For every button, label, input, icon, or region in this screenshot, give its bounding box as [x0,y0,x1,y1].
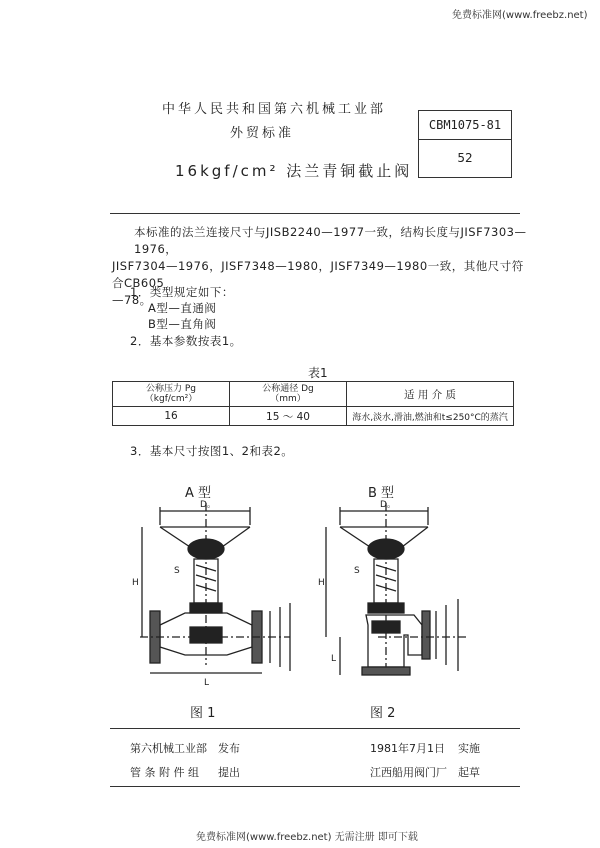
fig2-label-s: S [354,566,360,576]
standard-code-box [418,110,512,178]
fig2-label-d0: D。 [380,500,396,510]
document-title: 16kgf/cm² 法兰青铜截止阀 [175,162,413,180]
fig1-label-s: S [174,566,180,576]
section-3-title: 3．基本尺寸按图1、2和表2。 [130,444,294,458]
ministry-name: 中华人民共和国第六机械工业部 [162,102,387,117]
type-a-definition: A型—直通阀 [148,301,217,315]
figure-a-title: A 型 [185,486,212,501]
footer-date: 1981年7月1日 [370,742,445,755]
figure-2-drawing [318,495,478,695]
watermark-bottom: 免费标准网(www.freebz.net) 无需注册 即可下载 [196,832,418,843]
table-cell-medium: 海水,淡水,滑油,燃油和t≤250°C的蒸汽 [347,407,514,426]
footer-drafted-label: 起草 [458,766,480,779]
footer-effective-label: 实施 [458,742,480,755]
table-1 [112,381,514,426]
section-2-title: 2．基本参数按表1。 [130,334,242,348]
footer-proposed-label: 提出 [218,766,240,779]
table-cell-diameter: 15 ～ 40 [230,407,347,426]
fig2-label-h: H [318,578,325,588]
footer-drafter: 江西船用阀门厂 [370,766,447,779]
standard-number: 52 [457,151,473,165]
table-header-medium: 适 用 介 质 [347,382,514,407]
table-header-diameter: 公称通径 Dg （mm） [230,382,347,407]
fig1-label-d0: D。 [200,500,216,510]
fig2-label-l: L [331,654,337,664]
standard-code: CBM1075-81 [419,111,511,140]
intro-line: —78。 [112,293,152,307]
fig1-label-l: L [204,678,210,688]
intro-line: JISF7304—1976，JISF7348—1980，JISF7349—1980一致，其他尺寸符合CB605 [112,259,524,290]
footer-divider-bottom [110,786,520,787]
footer-dept: 管 条 附 件 组 [130,766,199,779]
figure-1-drawing [130,495,300,695]
intro-line: 本标准的法兰连接尺寸与JISB2240—1977一致，结构长度与JISF7303—1976， [134,225,527,256]
figure-b-title: B 型 [368,486,395,501]
table-header-row [113,382,514,407]
header-divider [110,213,520,214]
table-1-caption: 表1 [308,366,328,380]
standard-category: 外贸标准 [230,126,295,141]
footer-issuer: 第六机械工业部 [130,742,207,755]
footer-issued-label: 发布 [218,742,240,755]
table-cell-pressure: 16 [113,407,230,426]
footer-divider-top [110,728,520,729]
table-header-pressure: 公称压力 Pg （kgf/cm²） [113,382,230,407]
figure-2-caption: 图 2 [370,706,396,721]
watermark-top: 免费标准网(www.freebz.net) [452,10,588,21]
figure-1-caption: 图 1 [190,706,216,721]
type-b-definition: B型—直角阀 [148,317,217,331]
table-row [113,407,514,426]
fig1-label-h: H [132,578,139,588]
section-1-title: 1．类型规定如下： [130,285,234,299]
